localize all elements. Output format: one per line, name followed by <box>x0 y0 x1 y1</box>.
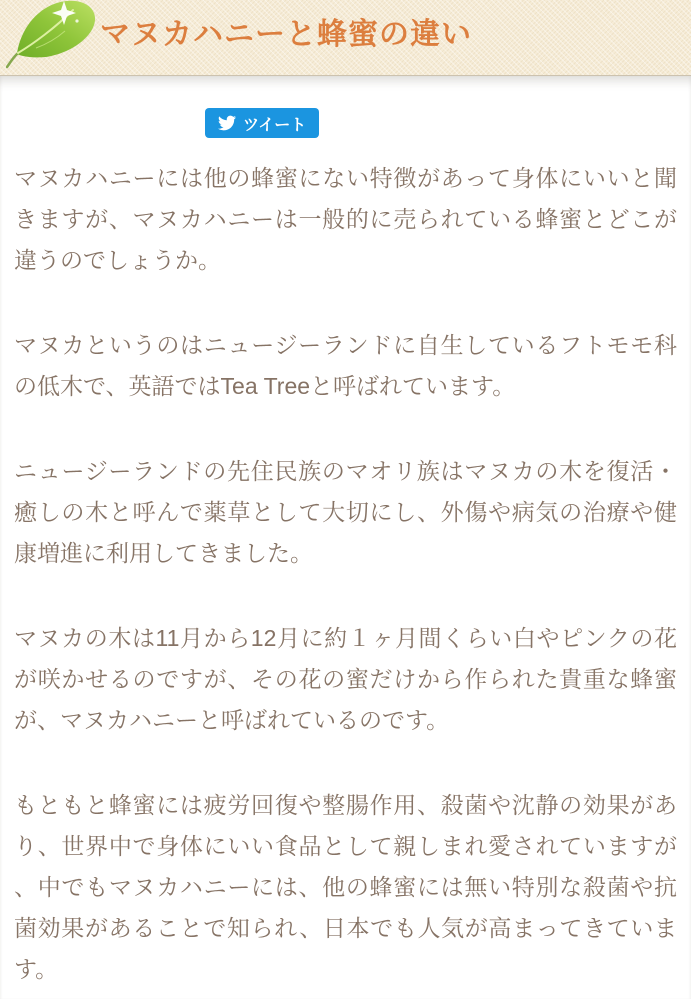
article-paragraph: マヌカの木は11月から12月に約１ヶ月間くらい白やピンクの花が咲かせるのですが、その花の蜜だけから作られた貴重な蜂蜜が、マヌカハニーと呼ばれているのです。 <box>14 625 677 733</box>
tweet-button-label: ツイート <box>243 116 307 134</box>
twitter-bird-icon <box>218 114 236 132</box>
page-header <box>0 0 691 76</box>
tweet-button[interactable] <box>205 108 319 138</box>
article-content <box>0 76 691 999</box>
article-paragraph: ニュージーランドの先住民族のマオリ族はマヌカの木を復活・癒しの木と呼んで薬草として大切にし、外傷や病気の治療や健康増進に利用してきました。 <box>14 458 677 566</box>
share-row <box>205 108 677 138</box>
page-title: マヌカハニーと蜂蜜の違い <box>100 18 472 51</box>
article-paragraph: もともと蜂蜜には疲労回復や整腸作用、殺菌や沈静の効果があり、世界中で身体にいい食品として親しまれ愛されていますが、中でもマヌカハニーには、他の蜂蜜には無い特別な殺菌や抗菌効果があることで知られ、日本でも人気が高まってきています。 <box>14 792 677 982</box>
article-paragraph: マヌカハニーには他の蜂蜜にない特徴があって身体にいいと聞きますが、マヌカハニーは一般的に売られている蜂蜜とどこが違うのでしょうか。 <box>14 165 677 273</box>
article-paragraph: マヌカというのはニュージーランドに自生しているフトモモ科の低木で、英語ではTea Treeと呼ばれています。 <box>14 332 677 399</box>
leaf-icon <box>6 0 102 71</box>
